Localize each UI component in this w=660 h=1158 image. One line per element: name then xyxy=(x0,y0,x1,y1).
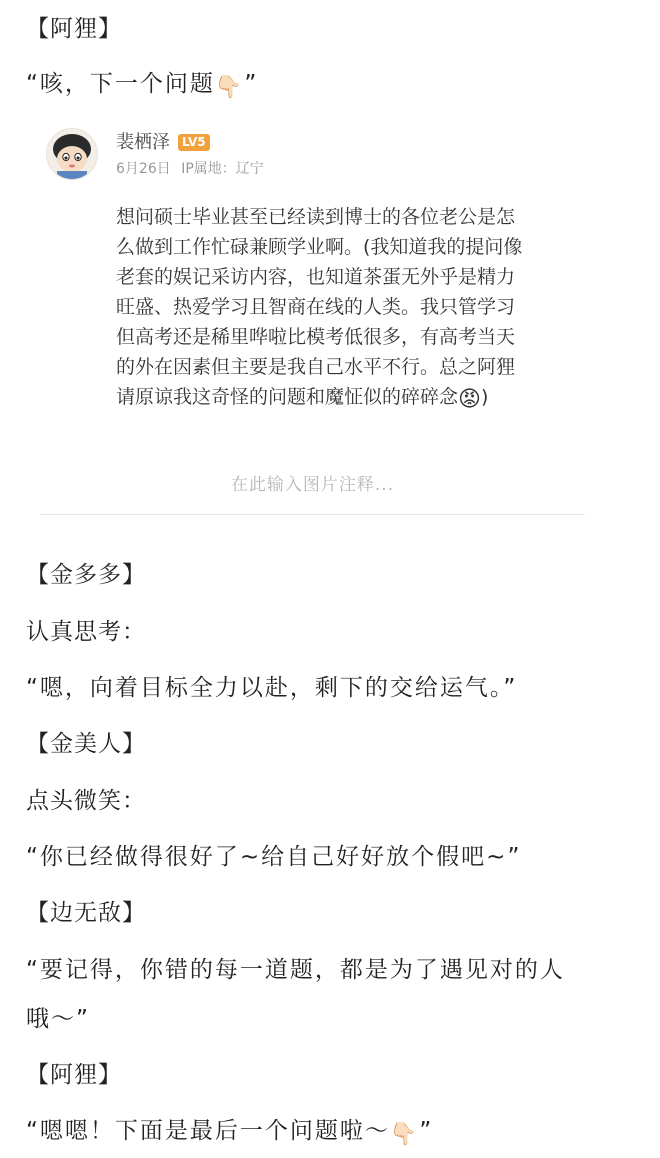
dialogue-quote: “要记得，你错的每一道题，都是为了遇见对的人 xyxy=(26,957,565,983)
author-name[interactable]: 裴栖泽 xyxy=(116,132,170,153)
angry-face-emoji-icon: 😡 xyxy=(458,387,481,412)
post-body-line: 想问硕士毕业甚至已经读到博士的各位老公是怎 xyxy=(116,206,516,228)
image-caption-input[interactable]: 在此输入图片注释... xyxy=(230,475,395,495)
post-body-line: 老套的娱记采访内容，也知道茶蛋无外乎是精力 xyxy=(116,266,516,288)
level-badge: LV5 xyxy=(178,134,210,151)
post-meta xyxy=(116,158,264,178)
action-text: 点头微笑： xyxy=(26,788,146,814)
speaker-label-bianwudi: 【边无敌】 xyxy=(26,900,146,926)
dialogue-quote: “嗯，向着目标全力以赴，剩下的交给运气。” xyxy=(26,675,518,701)
dialogue-quote-continued: 哦～” xyxy=(26,1006,90,1032)
speaker-label-jinduoduo: 【金多多】 xyxy=(26,562,146,588)
avatar[interactable] xyxy=(46,128,98,180)
post-author[interactable] xyxy=(116,128,210,154)
post-date: 6月26日 xyxy=(116,161,171,177)
post-body-line: 的外在因素但主要是我自己水平不行。总之阿狸 xyxy=(116,356,516,378)
post-body-close: ) xyxy=(480,386,489,408)
speaker-label-ali: 【阿狸】 xyxy=(26,16,122,42)
pointing-down-emoji-icon: 👇🏻 xyxy=(389,1122,420,1147)
cartoon-avatar-icon xyxy=(47,129,97,179)
quote-text: “嗯嗯！下面是最后一个问题啦～ xyxy=(26,1118,390,1144)
speaker-label-ali: 【阿狸】 xyxy=(26,1062,122,1088)
post-location: IP属地：辽宁 xyxy=(181,161,264,177)
post-body xyxy=(116,202,586,415)
quote-close: ” xyxy=(244,71,259,97)
post-body-text: 请原谅我这奇怪的问题和魔怔似的碎碎念 xyxy=(116,386,459,408)
quote-close: ” xyxy=(419,1118,434,1144)
post-body-line: 么做到工作忙碌兼顾学业啊。(我知道我的提问像 xyxy=(116,236,523,258)
action-text: 认真思考： xyxy=(26,619,146,645)
dialogue-quote-last-question xyxy=(26,1116,433,1150)
post-body-line xyxy=(116,382,586,415)
divider xyxy=(40,514,585,515)
post-body-line: 旺盛、热爱学习且智商在线的人类。我只管学习 xyxy=(116,296,516,318)
quote-text: “咳，下一个问题 xyxy=(26,71,215,97)
dialogue-quote-next-question xyxy=(26,69,258,103)
post-body-line: 但高考还是稀里哗啦比模考低很多，有高考当天 xyxy=(116,326,516,348)
pointing-down-emoji-icon: 👇🏻 xyxy=(214,75,245,100)
dialogue-quote: “你已经做得很好了~给自己好好放个假吧~” xyxy=(26,844,522,870)
speaker-label-jinmeiren: 【金美人】 xyxy=(26,731,146,757)
embedded-post-card xyxy=(40,118,585,516)
